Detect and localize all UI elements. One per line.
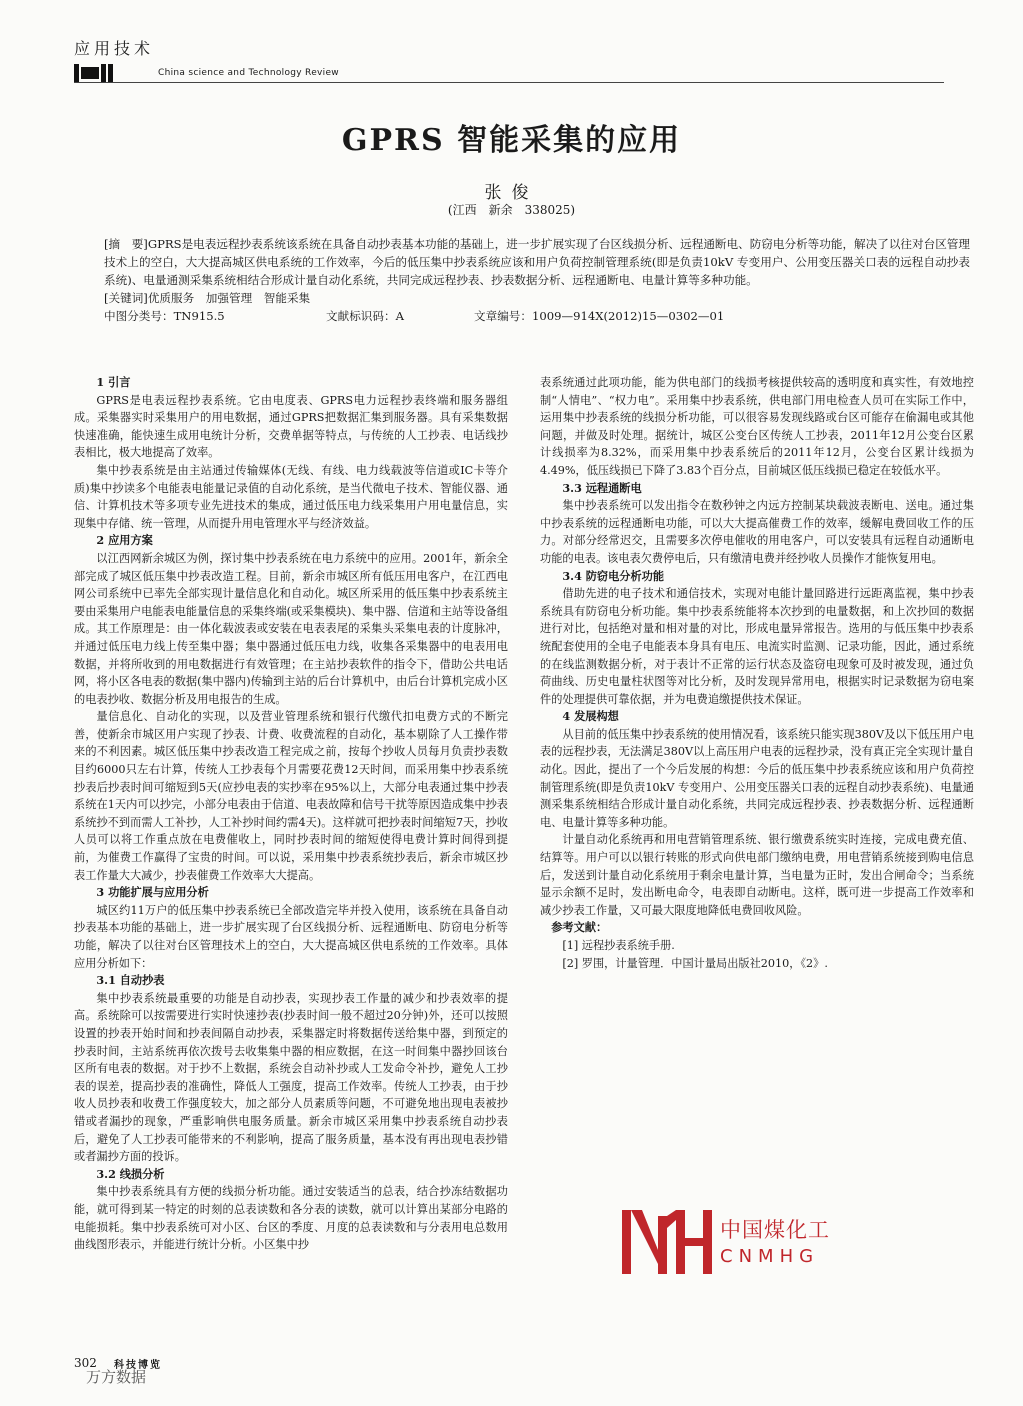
section-heading: 4 发展构想 — [562, 709, 619, 724]
paragraph: 集中抄表系统具有方便的线损分析功能。通过安装适当的总表，结合抄冻结数据功能，就可得到某一特定的时刻的总表读数和各分表的读数，就可以计算出某部分电路的电能损耗。集中抄表系统可对小区、台区的季度、月度的总表读数和与分表用电总数用曲线图形表示，并能进行统计分析。小区集中抄 — [74, 1185, 508, 1252]
document-code: 文献标识码：A — [326, 309, 404, 323]
paragraph: 以江西网新余城区为例，探讨集中抄表系统在电力系统中的应用。2001年，新余全部完成了城区低压集中抄表改造工程。目前，新余市城区所有低压用电客户，在江西电网公司系统中已率先全部实现计量信息化和自动化。城区所采用的低压集中抄表系统主要由采集用户电能表电能量信息的采集终端(或采集模块)、集中器、信道和主站等设备组成。其工作原理是：由一体化载波表或安装在电表表尾的采集头采集电表的计度脉冲，并通过低压电力线上传至集中器；集中器通过低压电力线，收集各采集器中的电表用电数据，并将所收到的用电数据进行有效管理；在主站抄表软件的指令下，借助公共电话网，将小区各电表的数据(集中器内)传输到主站的后台计算机中，由后台计算机完成小区的电表抄收、数据分析及用电报告的生成。 — [74, 551, 508, 706]
abstract: [摘 要]GPRS是电表远程抄表系统该系统在具备自动抄表基本功能的基础上，进一步扩展实现了台区线损分析、远程通断电、防窃电分析等功能，解决了以往对台区管理技术上的空白，大大提高城区供电系统的工作效率，今后的低压集中抄表系统应该和用户负荷控制管理系统(即是负责10kV 专变用户、公用变压器关口表的远程自动抄表系统)、电量通测采集系统相结合形成计量自动化系统，共同完成远程抄表、抄表数据分析、远程通断电、电量计算等多种功能。 — [104, 237, 970, 287]
section-heading: 3 功能扩展与应用分析 — [96, 885, 209, 900]
keywords: [关键词]优质服务 加强管理 智能采集 — [104, 291, 311, 305]
section-heading: 1 引言 — [96, 375, 131, 389]
paragraph: 集中抄表系统最重要的功能是自动抄表，实现抄表工作量的减少和抄表效率的提高。系统除可以按需要进行实时快速抄表(抄表时间一般不超过20分钟)外，还可以按照设置的抄表开始时间和抄表间隔自动抄表，采集器定时将数据传送给集中器，到预定的抄表时间，主站系统再依次拨号去收集集中器的相应数据，在这一时间集中器抄回该台区所有电表的数据。对于抄不上数据，系统会自动补抄或人工发命令补抄，避免人工抄表的误差，提高抄表的准确性，降低人工强度，提高工作效率。传统人工抄表，由于抄收人员抄表和收费工作强度较大，加之部分人员素质等问题，不可避免地出现电表被抄错或者漏抄的现象，严重影响供电服务质量。新余市城区采用集中抄表系统自动抄表后，避免了人工抄表可能带来的不利影响，提高了服务质量，基本没有再出现电表抄错或者漏抄方面的投诉。 — [74, 991, 508, 1164]
watermark: 万方数据 — [86, 1368, 147, 1386]
section-heading: 2 应用方案 — [96, 533, 153, 548]
right-column — [540, 374, 974, 972]
subsection-heading: 3.3 远程通断电 — [562, 480, 642, 495]
reference-item: [2] 罗围，计量管理．中国计量局出版社2010，《2》. — [562, 956, 828, 970]
paragraph: 城区约11万户的低压集中抄表系统已全部改造完毕并投入使用，该系统在具备自动抄表基本功能的基础上，进一步扩展实现了台区线损分析、远程通断电、防窃电分析等功能，解决了以往对台区管理技术上的空白，大大提高城区供电系统的工作效率。具体应用分析如下： — [74, 903, 508, 970]
paragraph: GPRS是电表远程抄表系统。它由电度表、GPRS电力远程抄表终端和服务器组成。采集器实时采集用户的用电数据，通过GPRS把数据汇集到服务器。具有采集数据快速准确，能快速生成用电统计分析，交费单据等特点，与传统的人工抄表、电话线抄表相比，极大地提高了效率。 — [74, 393, 508, 460]
paragraph: 集中抄表系统可以发出指令在数秒钟之内远方控制某块载波表断电、送电。通过集中抄表系统的远程通断电功能，可以大大提高催费工作的效率，缓解电费回收工作的压力。对部分经常迟交，且需要多次停电催收的用电客户，可以安装具有远程自动通断电功能的电表。该电表欠费停电后，只有缴清电费并经抄收人员操作才能恢复用电。 — [540, 499, 974, 565]
footer-publication: 科技博览 — [114, 1360, 162, 1371]
header-rule — [74, 82, 944, 83]
paragraph: 表系统通过此项功能，能为供电部门的线损考核提供较高的透明度和真实性，有效地控制“人情电”、“权力电”。采用集中抄表系统，供电部门用电检查人员可在实际工作中，运用集中抄表系统的线损分析功能，可以很容易发现线路或台区可能存在偷漏电或其他问题，并做及时处理。据统计，城区公变台区传统人工抄表，2011年12月公变台区累计线损率为8.32%，而采用集中抄表系统后的2011年12月，公变台区累计线损为4.49%，低压线损已下降了3.83个百分点，目前城区低压线损已稳定在较低水平。 — [540, 376, 974, 477]
paragraph: 借助先进的电子技术和通信技术，实现对电能计量回路进行远距离监视，集中抄表系统具有防窃电分析功能。集中抄表系统能将本次抄到的电量数据，和上次抄回的数据进行对比，包括绝对量和相对量的对比，形成电量异常报告。选用的与低压集中抄表系统配套使用的全电子电能表本身具有电压、电流实时监测、记录功能，因此，通过系统的在线监测数据分析，对于表计不正常的运行状态及盗窃电现象可及时被发现，通过负荷曲线、历史电量柱状图等对比分析，及时发现异常用电，根据实时记录数据为窃电案件的处理提供可靠依据，并为电费追缴提供技术保证。 — [540, 587, 974, 706]
article-number: 文章编号：1009—914X(2012)15—0302—01 — [474, 309, 725, 323]
subsection-heading: 3.1 自动抄表 — [96, 973, 165, 988]
affiliation: (江西 新余 338025) — [447, 203, 576, 217]
logo-chinese-name: 中国煤化工 — [720, 1218, 830, 1242]
paragraph: 从目前的低压集中抄表系统的使用情况看，该系统只能实现380V及以下低压用户电表的远程抄表，无法满足380V以上高压用户电表的远程抄录，没有真正完全实现计量自动化。因此，提出了一个今后发展的构想：今后的低压集中抄表系统应该和用户负荷控制管理系统(即是负责10kV 专变用户、公用变压器关口表的远程自动抄表系统)、电量通测采集系统相结合形成计量自动化系统，共同完成远程抄表、抄表数据分析、远程通断电、电量计算等多种功能。 — [540, 727, 974, 829]
subsection-heading: 3.2 线损分析 — [96, 1166, 165, 1181]
journal-name: China science and Technology Review — [158, 68, 339, 78]
clc-number: 中图分类号：TN915.5 — [104, 309, 225, 323]
left-column — [74, 374, 508, 1254]
paragraph: 集中抄表系统是由主站通过传输媒体(无线、有线、电力线载波等信道或IC卡等介质)集中抄读多个电能表电能量记录值的自动化系统，是当代微电子技术、智能仪器、通信、计算机技术等多项专业先进技术的集成，通过低压电力线采集用户用电量信息，实现集中存储、统一管理，从而提升用电管理水平与经济效益。 — [74, 463, 508, 530]
reference-item: [1] 远程抄表系统手册. — [562, 939, 675, 952]
section-label: 应用技术 — [74, 39, 155, 58]
logo-english-name: CNMHG — [720, 1246, 820, 1267]
paragraph: 量信息化、自动化的实现，以及营业管理系统和银行代缴代扣电费方式的不断完善，使新余市城区用户实现了抄表、计费、收费流程的自动化，基本剔除了人工操作带来的不利因素。城区低压集中抄表改造工程完成之前，按每个抄收人员每月负责抄表数目约6000只左右计算，传统人工抄表每个月需要花费12天时间，而采用集中抄表系统抄表后抄表时间可缩短到5天(应抄电表的实抄率在95%以上，大部分电表通过集中抄表系统在1天内可以抄完，小部分电表由于信道、电表故障和信号干扰等原因造成集中抄表系统抄不到而需人工补抄，人工补抄时间约需4天)。这样就可把抄表时间缩短7天，抄收人员可以将工作重点放在电费催收上，同时抄表时间的缩短使得电费计算时间得到提前，为催费工作赢得了宝贵的时间。可以说，采用集中抄表系统抄表后，新余市城区抄表工作量大大减少，抄表催费工作效率大大提高。 — [74, 710, 508, 882]
references-heading: 参考文献： — [551, 920, 608, 935]
article-title: GPRS 智能采集的应用 — [341, 123, 682, 158]
paragraph: 计量自动化系统再和用电营销管理系统、银行缴费系统实时连接，完成电费充值、结算等。用户可以以银行转账的形式向供电部门缴纳电费，用电营销系统接到购电信息后，发送到计量自动化系统用于剩余电量计算，当电量为正时，发出合闸命令；当系统显示余额不足时，发出断电命令，电表即自动断电。这样，既可进一步提高工作效率和减少抄表工作量，又可最大限度地降低电费回收风险。 — [540, 833, 974, 917]
subsection-heading: 3.4 防窃电分析功能 — [562, 568, 665, 583]
page-number: 302 — [74, 1356, 97, 1370]
author: 张俊 — [484, 183, 539, 203]
journal-mark — [74, 62, 115, 82]
